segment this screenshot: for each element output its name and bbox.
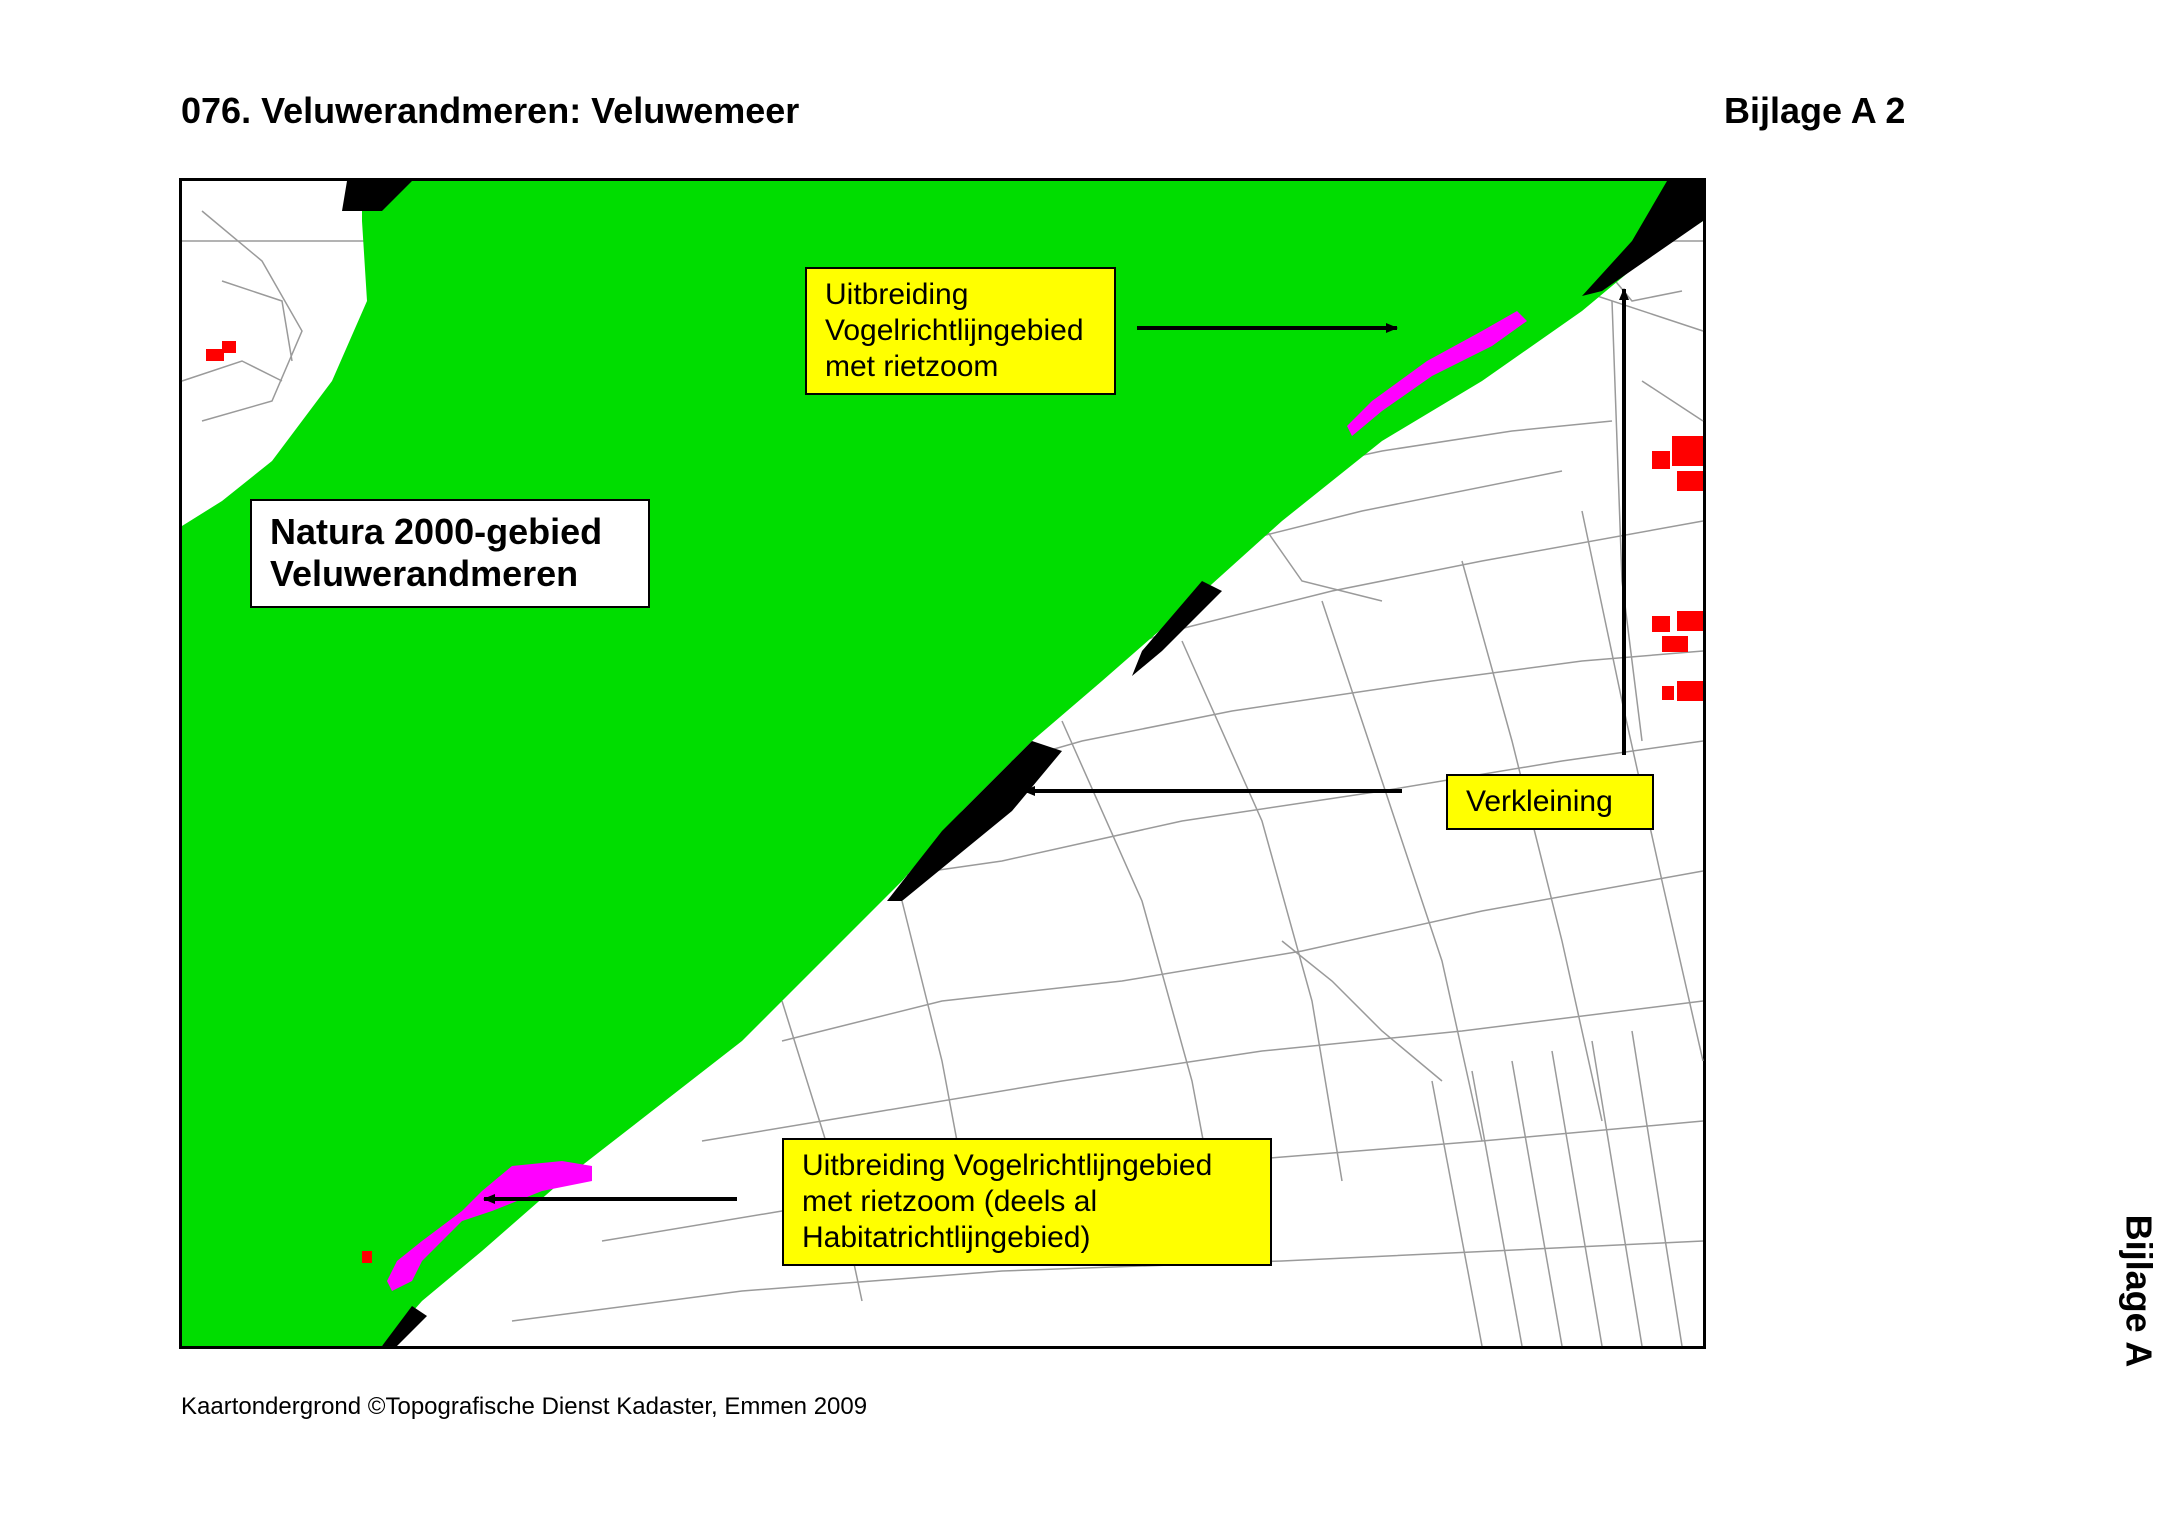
natura-2000-label-line2: Veluwerandmeren xyxy=(270,553,579,595)
callout-line: Vogelrichtlijngebied xyxy=(825,314,1084,347)
callout-line: met rietzoom xyxy=(825,350,999,383)
callout-line: Habitatrichtlijngebied) xyxy=(802,1221,1091,1254)
annex-label: Bijlage A 2 xyxy=(1724,90,1906,131)
map-frame xyxy=(179,178,1706,1349)
callout-line: Uitbreiding Vogelrichtlijngebied xyxy=(802,1149,1213,1182)
callout-expansion-bottom xyxy=(782,1138,1272,1266)
natura-2000-label xyxy=(250,499,650,608)
copyright-notice: Kaartondergrond ©Topografische Dienst Kadaster, Emmen 2009 xyxy=(181,1393,868,1420)
callout-line: Verkleining xyxy=(1466,785,1613,818)
callout-expansion-top xyxy=(805,267,1116,395)
side-annex-label: Bijlage A xyxy=(2118,1214,2159,1368)
callout-reduction xyxy=(1446,774,1654,830)
natura-2000-label-line1: Natura 2000-gebied xyxy=(270,511,603,552)
callout-line: met rietzoom (deels al xyxy=(802,1185,1098,1218)
page-title: 076. Veluwerandmeren: Veluwemeer xyxy=(181,90,800,131)
callout-line: Uitbreiding xyxy=(825,278,969,311)
